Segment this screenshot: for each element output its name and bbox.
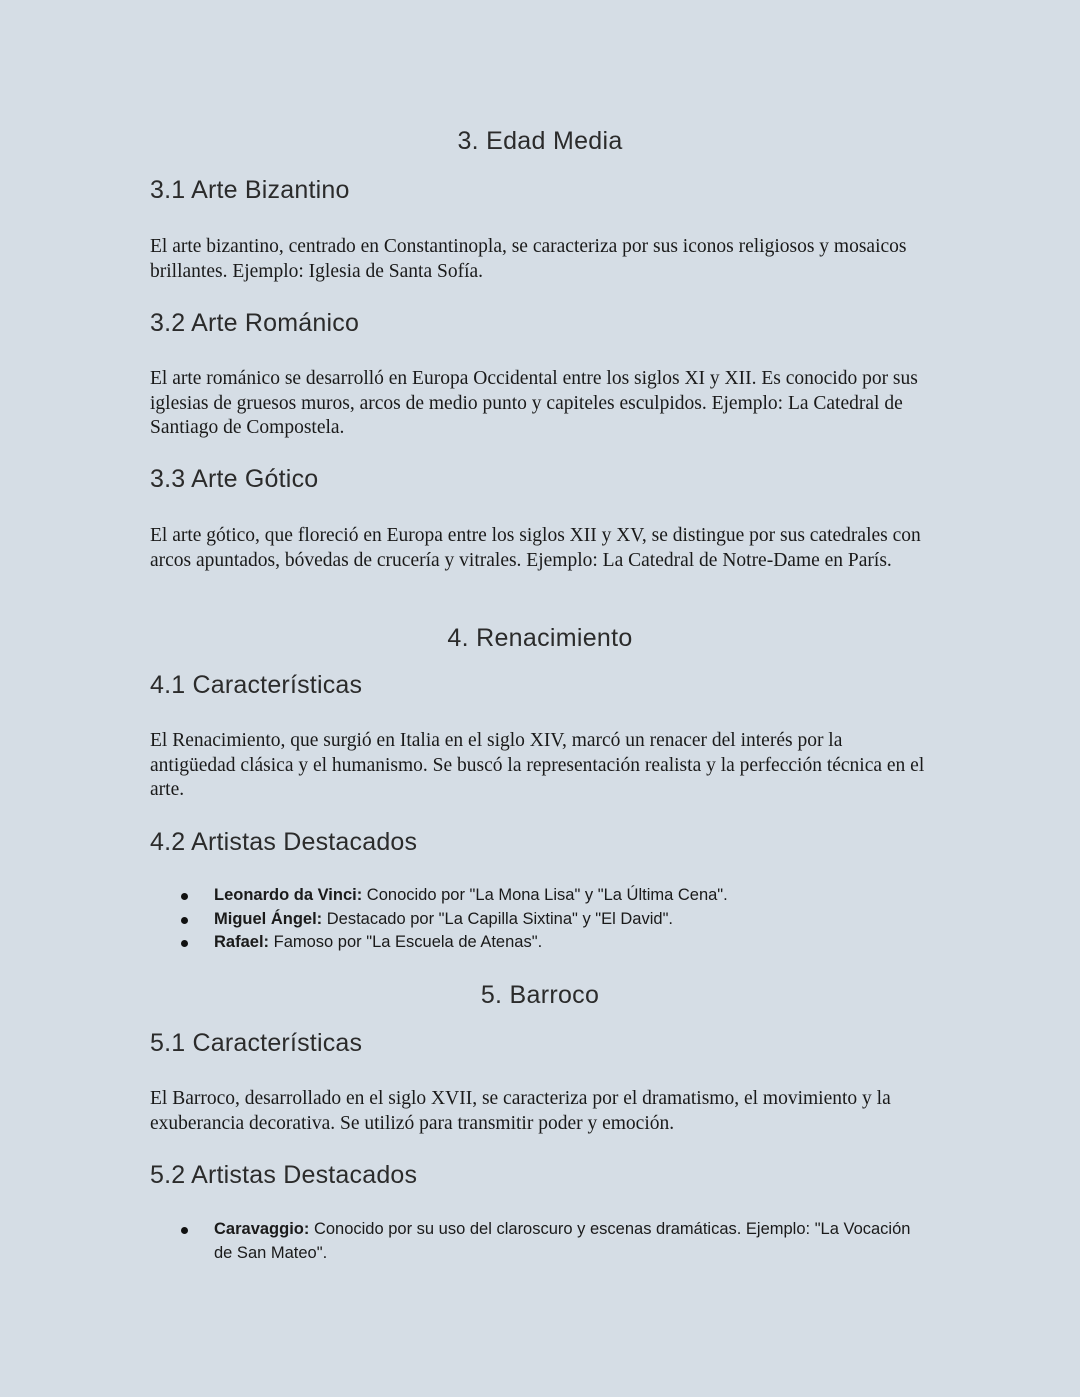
section-heading-barroco-artistas: 5.2 Artistas Destacados [150,1161,418,1189]
paragraph-arte-romanico: El arte románico se desarrolló en Europa Occidental entre los siglos XI y XII. Es conocido por sus iglesias de gruesos muros, arcos de medio punto y capiteles esculpidos. Ejemplo: La Catedral de Santiago de Compostela. [150,368,918,438]
chapter-title-renacimiento: 4. Renacimiento [447,624,633,652]
paragraph-arte-gotico: El arte gótico, que floreció en Europa entre los siglos XII y XV, se distingue por sus catedrales con arcos apuntados, bóvedas de crucería y vitrales. Ejemplo: La Catedral de Notre-Dame en París. [150,525,921,571]
artist-name: Leonardo da Vinci: [214,886,363,904]
section-heading-renacimiento-caracteristicas: 4.1 Características [150,671,363,699]
artist-description: Conocido por su uso del claroscuro y escenas dramáticas. Ejemplo: "La Vocación de San Mateo". [214,1220,911,1262]
paragraph-barroco-caracteristicas: El Barroco, desarrollado en el siglo XVII, se caracteriza por el dramatismo, el movimiento y la exuberancia decorativa. Se utilizó para transmitir poder y emoción. [150,1088,891,1134]
section-heading-barroco-caracteristicas: 5.1 Características [150,1029,363,1057]
barroco-artists-list [150,1218,930,1265]
paragraph-arte-bizantino: El arte bizantino, centrado en Constantinopla, se caracteriza por sus iconos religiosos y mosaicos brillantes. Ejemplo: Iglesia de Santa Sofía. [150,236,907,282]
artist-description: Conocido por "La Mona Lisa" y "La Última Cena". [362,886,728,904]
artist-name: Rafael: [214,933,270,951]
section-heading-arte-romanico: 3.2 Arte Románico [150,309,360,337]
artist-description: Famoso por "La Escuela de Atenas". [269,933,543,951]
artist-description: Destacado por "La Capilla Sixtina" y "El David". [322,909,674,928]
section-heading-arte-bizantino: 3.1 Arte Bizantino [150,176,350,204]
paragraph-renacimiento-caracteristicas: El Renacimiento, que surgió en Italia en el siglo XIV, marcó un renacer del interés por la antigüedad clásica y el humanismo. Se buscó la representación realista y la perfección técnica en el arte. [150,730,925,800]
list-item [150,931,930,955]
bullet-icon [181,1227,188,1234]
list-item [150,884,930,908]
bullet-icon [181,917,188,924]
list-item [150,908,930,932]
chapter-title-edad-media: 3. Edad Media [457,127,623,155]
bullet-icon [181,940,188,947]
renacimiento-artists-list [150,884,930,955]
list-item [150,1218,930,1265]
artist-name: Caravaggio: [214,1220,310,1238]
section-heading-renacimiento-artistas: 4.2 Artistas Destacados [150,828,418,856]
section-heading-arte-gotico: 3.3 Arte Gótico [150,465,319,493]
bullet-icon [181,893,188,900]
chapter-title-barroco: 5. Barroco [480,981,600,1009]
artist-name: Miguel Ángel: [214,909,323,928]
